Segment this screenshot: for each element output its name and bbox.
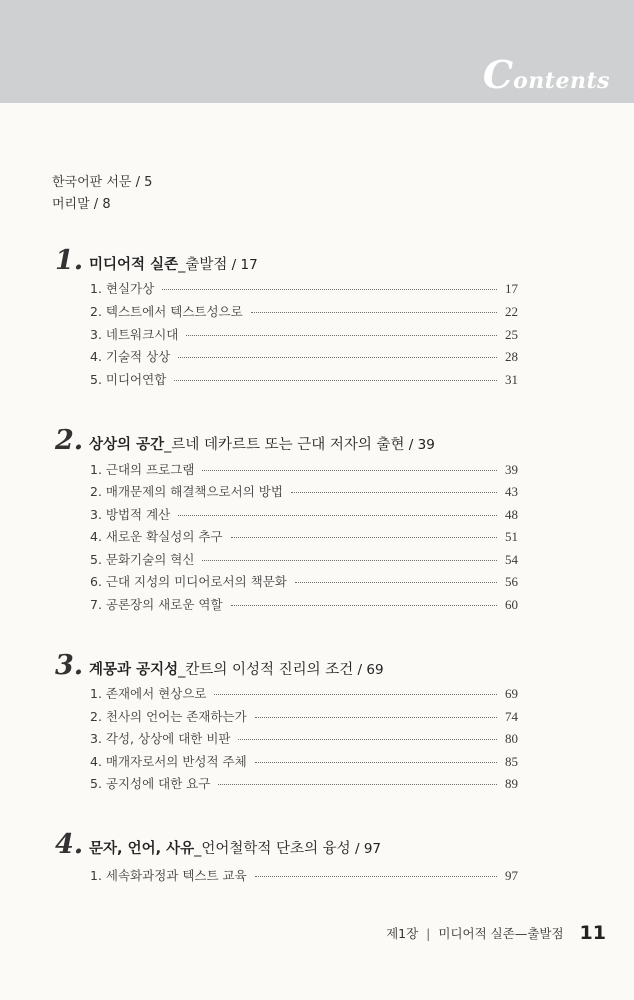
- leader-dots: [231, 537, 497, 538]
- chapter-title: 계몽과 공지성: [89, 662, 179, 678]
- chapter-heading-3: [55, 650, 384, 681]
- toc-entry-label: 2. 천사의 언어는 존재하는가: [90, 709, 247, 724]
- chapter-subtitle: _언어철학적 단초의 융성: [194, 841, 351, 857]
- chapter-number: 1.: [55, 245, 84, 276]
- leader-dots: [218, 784, 497, 785]
- toc-entry-label: 1. 세속화과정과 텍스트 교육: [90, 868, 247, 883]
- chapter-page: / 17: [227, 257, 258, 273]
- toc-entry: [90, 550, 518, 570]
- chapter-page: / 39: [404, 437, 435, 453]
- toc-entry: [90, 707, 518, 727]
- toc-entry-page: 80: [505, 731, 518, 746]
- chapter-number: 2.: [55, 425, 84, 456]
- toc-entry-page: 48: [505, 507, 518, 522]
- page-number: 11: [579, 922, 606, 944]
- running-footer: [386, 922, 606, 944]
- toc-entry-label: 5. 미디어연합: [90, 372, 167, 387]
- leader-dots: [238, 739, 497, 740]
- chapter-title: 상상의 공간: [89, 437, 165, 453]
- leader-dots: [202, 470, 497, 471]
- footer-running-title: 미디어적 실존—출발점: [438, 926, 564, 941]
- leader-dots: [295, 582, 497, 583]
- toc-entry: [90, 866, 518, 886]
- toc-entry-page: 28: [505, 349, 518, 364]
- chapter-title: 미디어적 실존: [89, 257, 179, 273]
- toc-entry-label: 2. 텍스트에서 텍스트성으로: [90, 304, 243, 319]
- toc-entry: [90, 370, 518, 390]
- leader-dots: [174, 380, 497, 381]
- toc-entry-page: 17: [505, 281, 518, 296]
- toc-entry-label: 4. 새로운 확실성의 추구: [90, 529, 223, 544]
- toc-entry-page: 54: [505, 552, 518, 567]
- toc-entry-label: 2. 매개문제의 해결책으로서의 방법: [90, 484, 283, 499]
- toc-entry-label: 3. 각성, 상상에 대한 비판: [90, 731, 231, 746]
- toc-entry-label: 5. 공지성에 대한 요구: [90, 776, 211, 791]
- leader-dots: [202, 560, 497, 561]
- footer-chapter-label: 제1장: [386, 926, 419, 941]
- toc-entry-page: 89: [505, 776, 518, 791]
- leader-dots: [255, 876, 497, 877]
- leader-dots: [255, 717, 497, 718]
- toc-entry-label: 5. 문화기술의 혁신: [90, 552, 195, 567]
- toc-entry-page: 39: [505, 462, 518, 477]
- leader-dots: [251, 312, 497, 313]
- toc-entry: [90, 527, 518, 547]
- chapter-heading-4: [55, 829, 381, 860]
- chapter-number: 3.: [55, 650, 84, 681]
- toc-entry-label: 3. 방법적 계산: [90, 507, 171, 522]
- toc-entry: [90, 460, 518, 480]
- leader-dots: [178, 357, 497, 358]
- toc-entry: [90, 752, 518, 772]
- toc-entry-page: 60: [505, 597, 518, 612]
- chapter-number: 4.: [55, 829, 84, 860]
- toc-entry: [90, 595, 518, 615]
- toc-entry-label: 7. 공론장의 새로운 역할: [90, 597, 223, 612]
- toc-entry-label: 6. 근대 지성의 미디어로서의 책문화: [90, 574, 287, 589]
- leader-dots: [186, 335, 497, 336]
- toc-entry-page: 25: [505, 327, 518, 342]
- contents-logo-rest: ontents: [513, 68, 610, 94]
- toc-entry: [90, 325, 518, 345]
- chapter-page: / 69: [353, 662, 384, 678]
- leader-dots: [291, 492, 497, 493]
- leader-dots: [214, 694, 497, 695]
- toc-entry-page: 56: [505, 574, 518, 589]
- toc-entry-page: 69: [505, 686, 518, 701]
- toc-entry: [90, 774, 518, 794]
- leader-dots: [178, 515, 497, 516]
- toc-entry: [90, 279, 518, 299]
- toc-entry-label: 4. 매개자로서의 반성적 주체: [90, 754, 247, 769]
- chapter-title: 문자, 언어, 사유: [89, 841, 195, 857]
- leader-dots: [162, 289, 497, 290]
- chapter-heading-1: [55, 245, 258, 276]
- toc-entry-label: 3. 네트워크시대: [90, 327, 179, 342]
- leader-dots: [255, 762, 497, 763]
- toc-entry-page: 22: [505, 304, 518, 319]
- toc-entry-page: 43: [505, 484, 518, 499]
- toc-entry: [90, 347, 518, 367]
- toc-entry: [90, 482, 518, 502]
- front-matter-foreword: 머리말 / 8: [52, 197, 111, 212]
- toc-entry-label: 1. 현실가상: [90, 281, 155, 296]
- chapter-page: / 97: [350, 841, 382, 857]
- chapter-subtitle: _칸트의 이성적 진리의 조건: [178, 662, 354, 678]
- front-matter-preface: 한국어판 서문 / 5: [52, 175, 153, 190]
- chapter-heading-2: [55, 425, 435, 456]
- toc-entry-page: 51: [505, 529, 518, 544]
- toc-entry: [90, 505, 518, 525]
- toc-entry-label: 4. 기술적 상상: [90, 349, 171, 364]
- footer-separator: |: [426, 925, 431, 941]
- toc-entry-page: 74: [505, 709, 518, 724]
- toc-entry-label: 1. 존재에서 현상으로: [90, 686, 207, 701]
- toc-entry-page: 97: [505, 868, 518, 883]
- toc-entry: [90, 684, 518, 704]
- toc-entry-label: 1. 근대의 프로그램: [90, 462, 195, 477]
- toc-entry: [90, 572, 518, 592]
- toc-entry: [90, 729, 518, 749]
- toc-entry: [90, 302, 518, 322]
- toc-entry-page: 85: [505, 754, 518, 769]
- contents-logo: [483, 52, 610, 97]
- leader-dots: [231, 605, 497, 606]
- chapter-subtitle: _르네 데카르트 또는 근대 저자의 출현: [164, 437, 405, 453]
- contents-logo-initial: C: [482, 52, 514, 97]
- chapter-subtitle: _출발점: [178, 257, 228, 273]
- toc-entry-page: 31: [505, 372, 518, 387]
